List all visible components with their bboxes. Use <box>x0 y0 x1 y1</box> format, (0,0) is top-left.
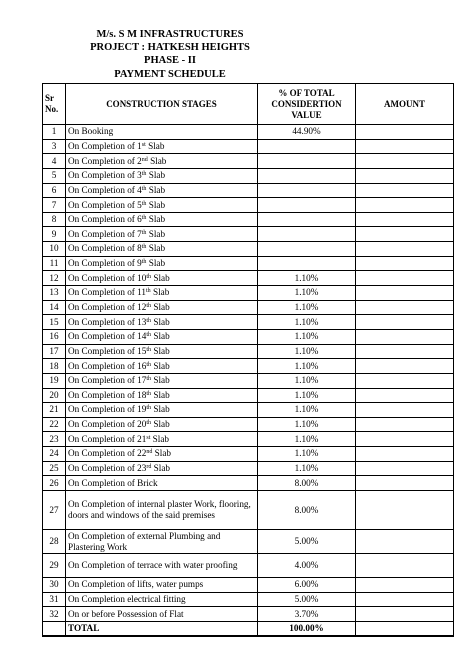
stage-text: On Completion of 9 <box>68 258 142 269</box>
stage-text: On Completion of 6 <box>68 214 142 225</box>
stage-cell <box>66 530 258 554</box>
total-row <box>43 621 454 636</box>
ordinal-suffix: th <box>146 303 152 309</box>
sr-no-cell: 17 <box>43 344 66 359</box>
amount-cell <box>356 592 454 607</box>
sr-no-cell: 7 <box>43 198 66 213</box>
stage-suffix: Slab <box>151 331 170 342</box>
stage-text: On Completion of 7 <box>68 228 142 239</box>
stage-suffix: Slab <box>146 199 166 210</box>
stage-suffix: Slab <box>151 360 170 371</box>
table-row <box>43 578 454 593</box>
sr-no-cell: 31 <box>43 592 66 607</box>
percent-cell: 1.10% <box>258 373 356 388</box>
table-row <box>43 154 454 169</box>
stage-suffix: Slab <box>150 433 170 444</box>
stage-text: On Completion of internal plaster Work, flooring, doors and windows of the said premises <box>68 499 251 521</box>
percent-cell <box>258 198 356 213</box>
amount-cell <box>356 242 454 257</box>
stage-suffix: Slab <box>146 258 166 269</box>
stage-cell <box>66 417 258 432</box>
table-row <box>43 271 454 286</box>
amount-cell <box>356 554 454 578</box>
sr-no-cell: 8 <box>43 212 66 227</box>
percent-cell <box>258 183 356 198</box>
percent-cell <box>258 256 356 271</box>
stage-cell <box>66 139 258 154</box>
table-row <box>43 530 454 554</box>
amount-cell <box>356 125 454 140</box>
stage-cell <box>66 403 258 418</box>
stage-suffix: Slab <box>150 287 170 298</box>
stage-cell <box>66 212 258 227</box>
stage-cell <box>66 359 258 374</box>
ordinal-suffix: th <box>141 200 147 207</box>
table-row <box>43 491 454 530</box>
document-title: PAYMENT SCHEDULE <box>114 69 226 80</box>
ordinal-suffix: th <box>141 259 147 266</box>
ordinal-suffix: nd <box>146 449 153 456</box>
sr-no-cell: 5 <box>43 168 66 183</box>
amount-cell <box>356 286 454 301</box>
ordinal-suffix: th <box>141 244 147 251</box>
stage-suffix: Slab <box>151 272 170 283</box>
stage-text: On Completion of 21 <box>68 433 147 444</box>
stage-text: On Completion of 14 <box>68 331 147 342</box>
percent-cell: 8.00% <box>258 476 356 491</box>
table-row <box>43 447 454 462</box>
sr-no-cell: 13 <box>43 286 66 301</box>
sr-no-cell: 24 <box>43 447 66 462</box>
table-row <box>43 242 454 257</box>
stage-cell <box>66 388 258 403</box>
percent-cell: 1.10% <box>258 403 356 418</box>
ordinal-suffix: th <box>146 273 152 280</box>
sr-no-cell: 4 <box>43 154 66 169</box>
ordinal-suffix: st <box>146 434 151 441</box>
stage-text: On Completion of 12 <box>68 302 147 312</box>
ordinal-suffix: rd <box>146 464 152 471</box>
sr-no-cell: 29 <box>43 554 66 578</box>
table-row <box>43 373 454 388</box>
amount-cell <box>356 432 454 447</box>
stage-cell <box>66 256 258 271</box>
amount-cell <box>356 461 454 476</box>
stage-cell <box>66 300 258 315</box>
stage-text: On Booking <box>68 126 114 137</box>
sr-no-cell: 12 <box>43 271 66 286</box>
stage-text: On Completion of 16 <box>68 360 147 371</box>
percent-cell <box>258 242 356 257</box>
stage-suffix: Slab <box>146 228 166 239</box>
table-row <box>43 417 454 432</box>
sr-no-cell: 23 <box>43 432 66 447</box>
amount-cell <box>356 359 454 374</box>
stage-suffix: Slab <box>145 140 165 151</box>
ordinal-suffix: th <box>146 361 152 368</box>
stage-text: On Completion of 5 <box>68 199 142 210</box>
stage-text: On Completion of 19 <box>68 404 147 415</box>
table-row <box>43 592 454 607</box>
stage-cell <box>66 607 258 622</box>
stage-text: On Completion electrical fitting <box>68 593 186 604</box>
amount-cell <box>356 315 454 330</box>
stage-cell <box>66 373 258 388</box>
percent-cell <box>258 154 356 169</box>
amount-cell <box>356 227 454 242</box>
stage-text: On Completion of 11 <box>68 287 147 298</box>
amount-cell <box>356 530 454 554</box>
total-percent: 100.00% <box>258 621 356 636</box>
stage-cell <box>66 476 258 491</box>
stage-text: On Completion of 1 <box>68 140 142 151</box>
percent-cell: 3.70% <box>258 607 356 622</box>
stage-text: On or before Possession of Flat <box>68 608 184 619</box>
stage-text: On Completion of 17 <box>68 375 147 386</box>
stage-cell <box>66 125 258 140</box>
stage-suffix: Slab <box>151 463 170 474</box>
table-row <box>43 300 454 315</box>
table-row <box>43 227 454 242</box>
amount-cell <box>356 198 454 213</box>
stage-suffix: Slab <box>152 448 171 459</box>
sr-no-cell: 27 <box>43 491 66 530</box>
percent-cell <box>258 168 356 183</box>
ordinal-suffix: nd <box>141 156 148 163</box>
stage-text: On Completion of lifts, water pumps <box>68 579 204 590</box>
percent-cell: 1.10% <box>258 461 356 476</box>
table-row <box>43 607 454 622</box>
ordinal-suffix: th <box>146 288 151 295</box>
table-row <box>43 388 454 403</box>
percent-cell: 8.00% <box>258 491 356 530</box>
ordinal-suffix: th <box>146 376 152 383</box>
sr-no-cell: 3 <box>43 139 66 154</box>
ordinal-suffix: th <box>146 317 152 324</box>
amount-cell <box>356 578 454 593</box>
table-row <box>43 344 454 359</box>
percent-cell: 1.10% <box>258 417 356 432</box>
amount-cell <box>356 607 454 622</box>
percent-cell: 4.00% <box>258 554 356 578</box>
ordinal-suffix: th <box>141 171 147 178</box>
sr-no-cell: 20 <box>43 388 66 403</box>
sr-no-cell: 16 <box>43 329 66 344</box>
percent-cell: 44.90% <box>258 125 356 140</box>
table-row <box>43 315 454 330</box>
stage-text: On Completion of 13 <box>68 316 147 327</box>
stage-cell <box>66 315 258 330</box>
percent-cell: 1.10% <box>258 359 356 374</box>
project-name: PROJECT : HATKESH HEIGHTS <box>90 42 250 53</box>
stage-text: On Completion of Brick <box>68 477 158 488</box>
amount-cell <box>356 388 454 403</box>
amount-cell <box>356 212 454 227</box>
table-row <box>43 139 454 154</box>
stage-cell <box>66 242 258 257</box>
sr-no-cell: 21 <box>43 403 66 418</box>
amount-cell <box>356 344 454 359</box>
stage-suffix: Slab <box>146 243 166 254</box>
total-amount <box>356 621 454 636</box>
stage-text: On Completion of 18 <box>68 389 147 400</box>
percent-cell: 5.00% <box>258 592 356 607</box>
percent-cell: 1.10% <box>258 388 356 403</box>
stage-cell <box>66 592 258 607</box>
amount-cell <box>356 154 454 169</box>
stage-text: On Completion of 10 <box>68 272 147 283</box>
payment-schedule-table <box>42 83 454 637</box>
amount-cell <box>356 256 454 271</box>
table-row <box>43 329 454 344</box>
percent-cell: 1.10% <box>258 432 356 447</box>
stage-suffix: Slab <box>151 375 170 386</box>
stage-text: On Completion of 22 <box>68 448 147 459</box>
stage-cell <box>66 554 258 578</box>
ordinal-suffix: th <box>146 420 152 427</box>
amount-cell <box>356 476 454 491</box>
stage-text: On Completion of external Plumbing and Plastering Work <box>68 530 221 552</box>
amount-cell <box>356 417 454 432</box>
percent-cell: 1.10% <box>258 315 356 330</box>
stage-cell <box>66 461 258 476</box>
amount-cell <box>356 447 454 462</box>
amount-cell <box>356 329 454 344</box>
table-row <box>43 286 454 301</box>
table-row <box>43 461 454 476</box>
sr-no-cell: 32 <box>43 607 66 622</box>
stage-suffix: Slab <box>151 389 170 400</box>
percent-cell: 5.00% <box>258 530 356 554</box>
percent-cell <box>258 212 356 227</box>
stage-suffix: Slab <box>146 214 166 225</box>
sr-no-cell: 14 <box>43 300 66 315</box>
ordinal-suffix: th <box>141 215 147 222</box>
company-name: M/s. S M INFRASTRUCTURES <box>96 29 244 40</box>
sr-no-cell: 15 <box>43 315 66 330</box>
sr-no-cell: 28 <box>43 530 66 554</box>
percent-header: % OF TOTAL CONSIDERTION VALUE <box>258 84 356 125</box>
stage-text: On Completion of 3 <box>68 170 142 181</box>
ordinal-suffix: th <box>141 229 147 236</box>
sr-no-cell: 10 <box>43 242 66 257</box>
table-row <box>43 359 454 374</box>
stage-suffix: Slab <box>151 302 170 312</box>
stage-suffix: Slab <box>146 170 166 181</box>
table-row <box>43 198 454 213</box>
table-row <box>43 403 454 418</box>
table-row <box>43 183 454 198</box>
sr-no-cell: 26 <box>43 476 66 491</box>
stage-suffix: Slab <box>147 155 167 166</box>
amount-cell <box>356 300 454 315</box>
percent-cell: 1.10% <box>258 344 356 359</box>
table-row <box>43 476 454 491</box>
table-row <box>43 125 454 140</box>
sr-no-cell: 25 <box>43 461 66 476</box>
ordinal-suffix: st <box>141 141 146 148</box>
table-row <box>43 168 454 183</box>
sr-no-cell: 1 <box>43 125 66 140</box>
amount-cell <box>356 491 454 530</box>
ordinal-suffix: th <box>146 332 152 339</box>
total-sr-cell <box>43 621 66 636</box>
construction-stages-header: CONSTRUCTION STAGES <box>66 84 258 125</box>
ordinal-suffix: th <box>146 390 152 397</box>
stage-cell <box>66 578 258 593</box>
stage-cell <box>66 329 258 344</box>
amount-cell <box>356 183 454 198</box>
sr-no-header: Sr No. <box>43 84 66 125</box>
stage-suffix: Slab <box>151 419 170 430</box>
stage-text: On Completion of 20 <box>68 419 147 430</box>
stage-cell <box>66 227 258 242</box>
sr-no-cell: 11 <box>43 256 66 271</box>
percent-cell: 1.10% <box>258 286 356 301</box>
percent-cell: 1.10% <box>258 447 356 462</box>
stage-text: On Completion of 23 <box>68 463 147 474</box>
stage-cell <box>66 154 258 169</box>
sr-no-cell: 9 <box>43 227 66 242</box>
table-row <box>43 554 454 578</box>
sr-no-cell: 6 <box>43 183 66 198</box>
amount-header: AMOUNT <box>356 84 454 125</box>
stage-cell <box>66 271 258 286</box>
sr-no-cell: 19 <box>43 373 66 388</box>
stage-text: On Completion of terrace with water proofing <box>68 560 238 571</box>
total-label: TOTAL <box>66 621 258 636</box>
sr-no-cell: 22 <box>43 417 66 432</box>
stage-cell <box>66 491 258 530</box>
ordinal-suffix: th <box>141 185 147 192</box>
stage-cell <box>66 432 258 447</box>
percent-cell: 1.10% <box>258 300 356 315</box>
amount-cell <box>356 271 454 286</box>
table-row <box>43 256 454 271</box>
stage-suffix: Slab <box>151 345 170 356</box>
stage-text: On Completion of 8 <box>68 243 142 254</box>
amount-cell <box>356 373 454 388</box>
table-row <box>43 432 454 447</box>
percent-cell: 6.00% <box>258 578 356 593</box>
amount-cell <box>356 168 454 183</box>
table-row <box>43 212 454 227</box>
stage-cell <box>66 183 258 198</box>
percent-cell <box>258 139 356 154</box>
stage-suffix: Slab <box>146 184 166 195</box>
table-header-row <box>43 84 454 125</box>
percent-cell: 1.10% <box>258 271 356 286</box>
amount-cell <box>356 139 454 154</box>
stage-text: On Completion of 4 <box>68 184 142 195</box>
stage-cell <box>66 447 258 462</box>
stage-cell <box>66 344 258 359</box>
stage-text: On Completion of 2 <box>68 155 142 166</box>
stage-cell <box>66 198 258 213</box>
sr-no-cell: 30 <box>43 578 66 593</box>
ordinal-suffix: th <box>146 346 152 353</box>
sr-no-cell: 18 <box>43 359 66 374</box>
stage-text: On Completion of 15 <box>68 345 147 356</box>
ordinal-suffix: th <box>146 405 152 412</box>
stage-cell <box>66 286 258 301</box>
stage-suffix: Slab <box>151 316 170 327</box>
phase-label: PHASE - II <box>144 55 196 66</box>
stage-cell <box>66 168 258 183</box>
stage-suffix: Slab <box>151 404 170 415</box>
percent-cell: 1.10% <box>258 329 356 344</box>
amount-cell <box>356 403 454 418</box>
percent-cell <box>258 227 356 242</box>
